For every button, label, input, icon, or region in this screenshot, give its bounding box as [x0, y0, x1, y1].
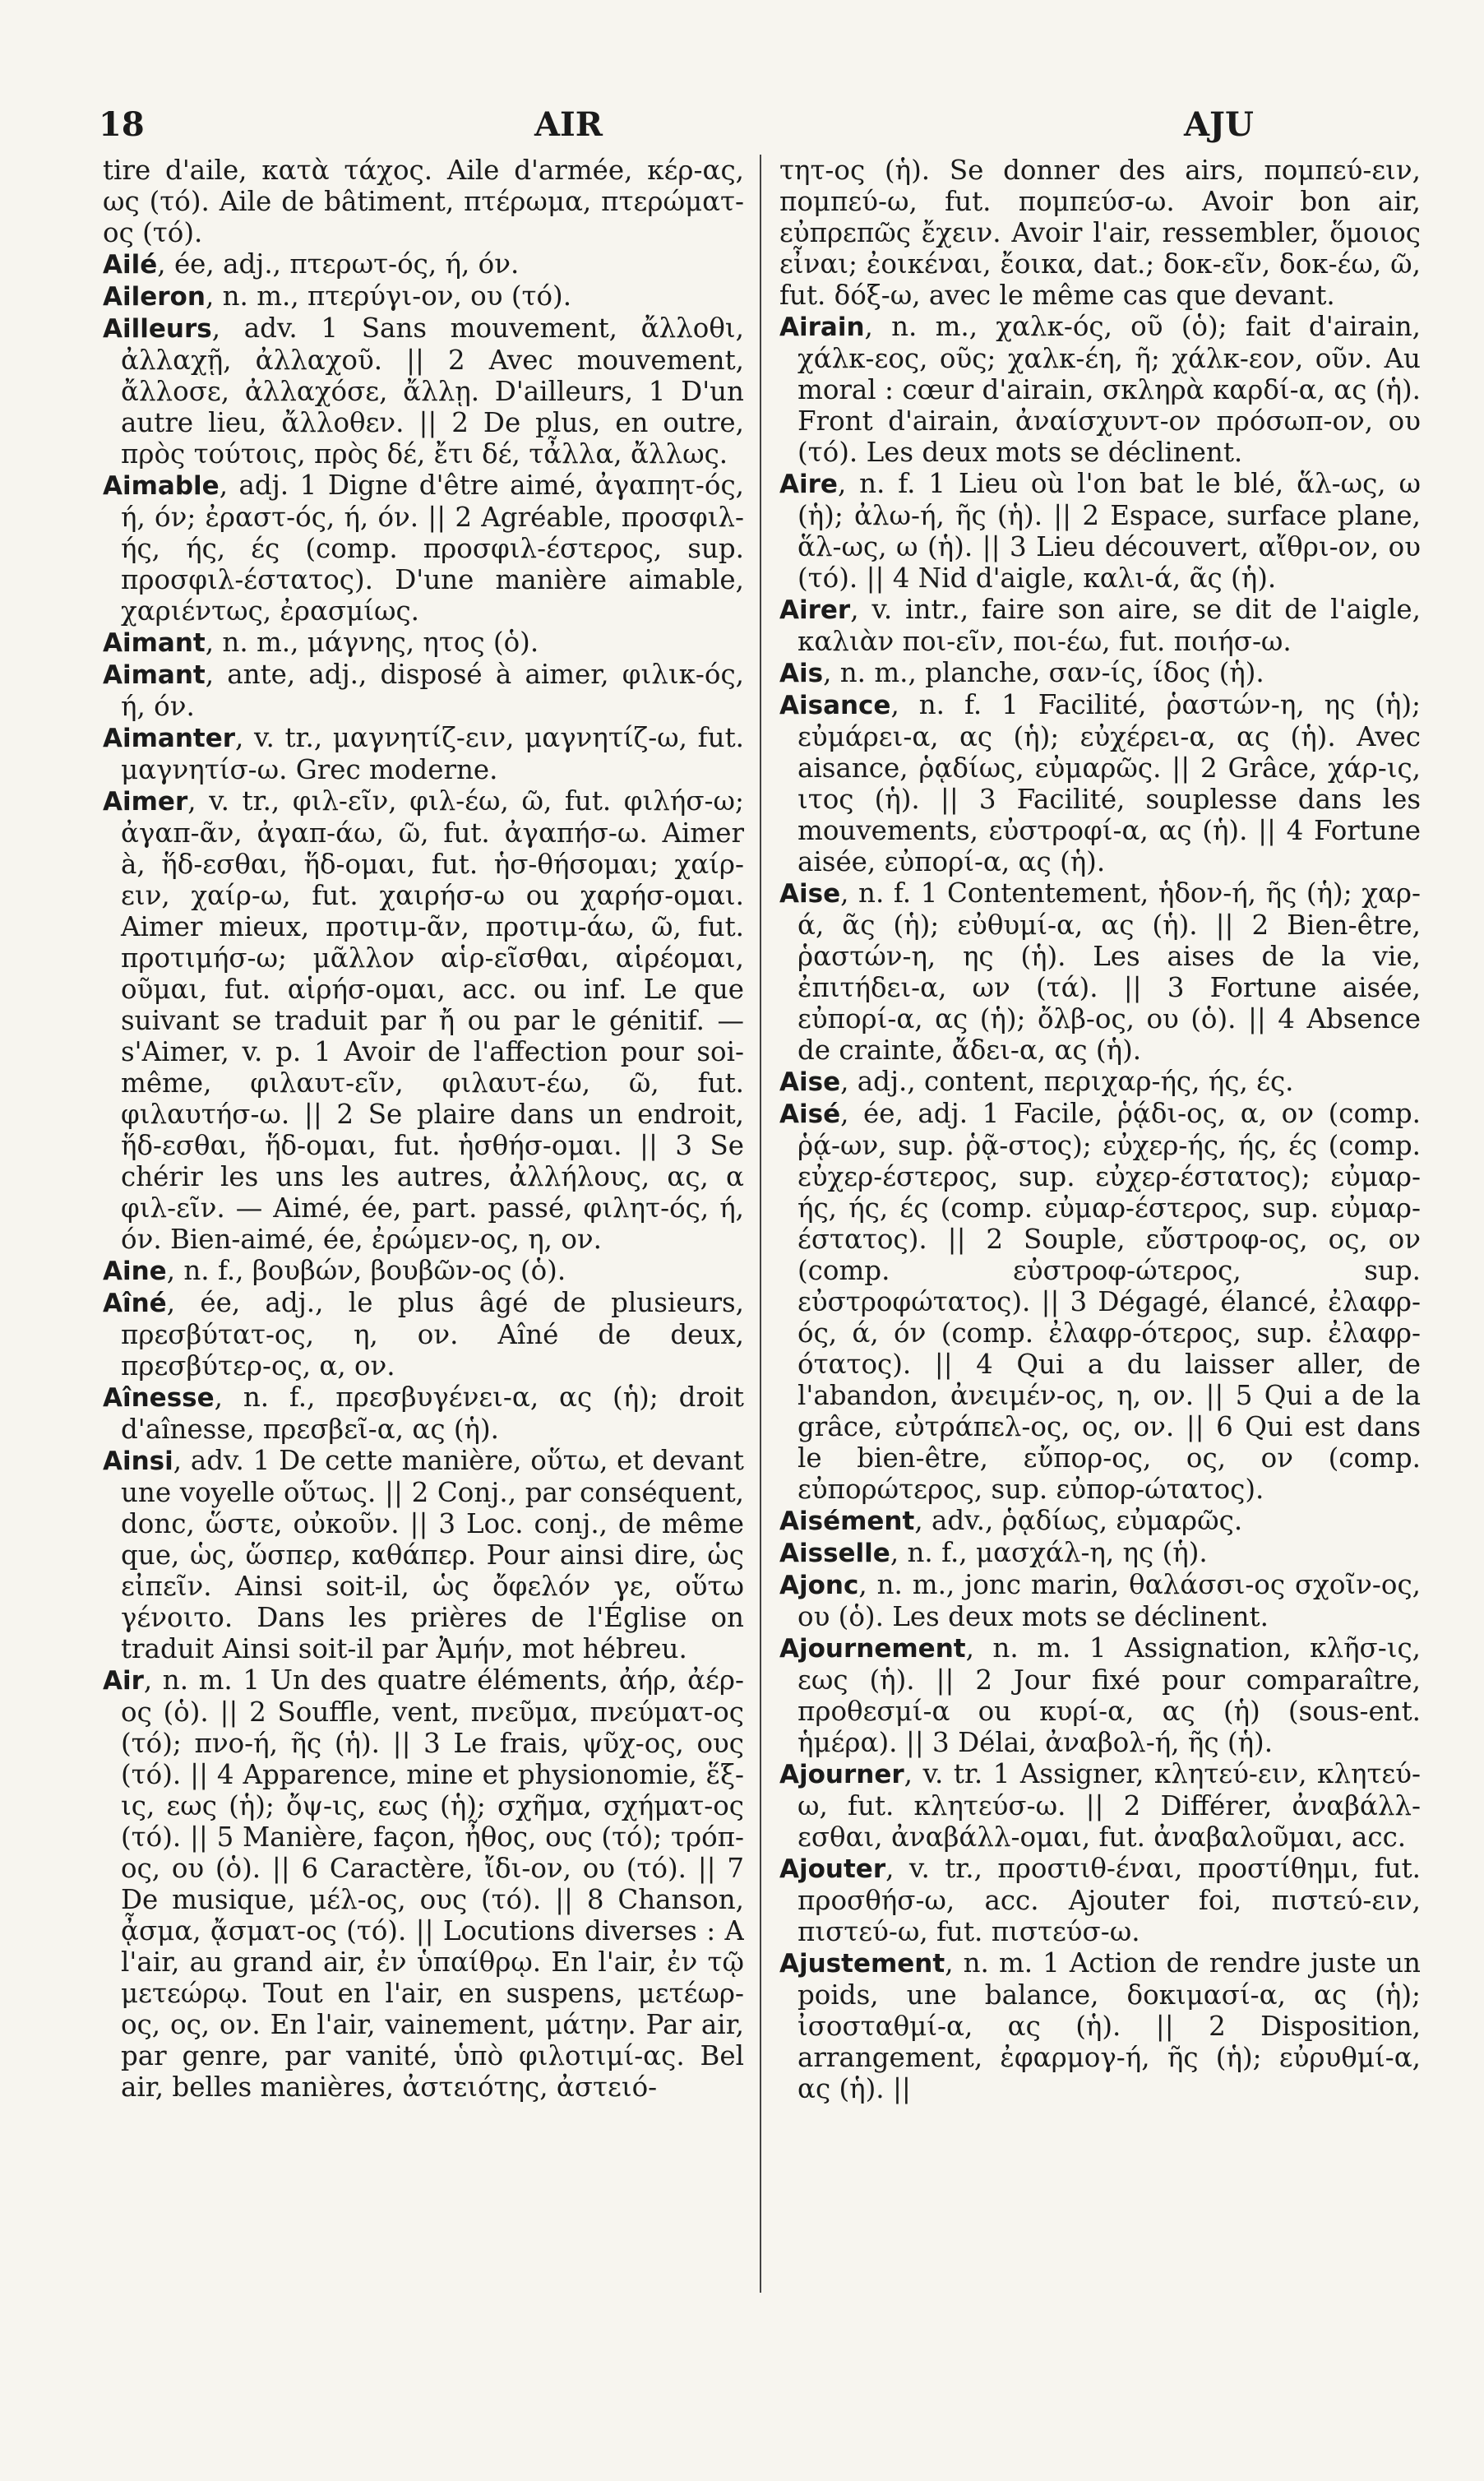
- dictionary-entry: [779, 657, 1421, 689]
- entry-headword: Aimant: [103, 628, 206, 658]
- entry-definition: , adj., content, περιχαρ-ής, ής, ές.: [840, 1066, 1294, 1097]
- entry-headword: Ajonc: [779, 1571, 859, 1600]
- dictionary-entry: [103, 627, 744, 659]
- entry-headword: Aimer: [103, 787, 188, 817]
- entry-headword: Ajouter: [779, 1854, 886, 1884]
- entry-headword: Air: [103, 1666, 144, 1696]
- entry-definition: , n. m., planche, σαν-ίς, ίδος (ἡ).: [823, 657, 1264, 688]
- dictionary-entry: [103, 1255, 744, 1287]
- entry-headword: Aine: [103, 1257, 167, 1286]
- entry-definition: , adj. 1 Digne d'être aimé, ἀγαπητ-ός, ή, όν; ἐραστ-ός, ή, όν. || 2 Agréable, προσφιλ-ής, ής, ές (comp. προσφιλ-έστερος, sup. προσφιλ-έστατος). D'une manière aimable, χαριέντως, ἐρασμίως.: [121, 470, 744, 627]
- entry-headword: Aisé: [779, 1099, 841, 1129]
- right-column: [779, 155, 1421, 2457]
- entry-definition: , n. f. 1 Facilité, ῥαστών-η, ης (ἡ); εὐμάρει-α, ας (ἡ); εὐχέρει-α, ας (ἡ). Avec aisance, ῥᾳδίως, εὐμαρῶς. || 2 Grâce, χάρ-ις, ιτος (ἡ). || 3 Facilité, souplesse dans les mouvements, εὐστροφί-α, ας (ἡ). || 4 Fortune aisée, εὐπορί-α, ας (ἡ).: [797, 689, 1421, 877]
- entry-headword: Airain: [779, 312, 865, 342]
- entry-definition: , v. intr., faire son aire, se dit de l'aigle, καλιὰν ποι-εῖν, ποι-έω, fut. ποιήσ-ω.: [797, 594, 1421, 657]
- entry-headword: Ailleurs: [103, 314, 212, 344]
- entry-headword: Aîné: [103, 1289, 167, 1318]
- dictionary-entry: [103, 659, 744, 722]
- entry-headword: Aimanter: [103, 724, 236, 753]
- entry-definition: , v. tr., προστιθ-έναι, προστίθημι, fut. προσθήσ-ω, acc. Ajouter foi, πιστεύ-ειν, πιστεύ-ω, fut. πιστεύσ-ω.: [797, 1853, 1421, 1947]
- entry-definition: , v. tr., φιλ-εῖν, φιλ-έω, ῶ, fut. φιλήσ-ω; ἀγαπ-ᾶν, ἀγαπ-άω, ῶ, fut. ἀγαπήσ-ω. Aimer à, ἥδ-εσθαι, ἥδ-ομαι, fut. ἡσ-θήσομαι; χαίρ-ειν, χαίρ-ω, fut. χαιρήσ-ω ou χαρήσ-ομαι. Aimer mieux, προτιμ-ᾶν, προτιμ-άω, ῶ, fut. προτιμήσ-ω; μᾶλλον αἱρ-εῖσθαι, αἱρέομαι, οῦμαι, fut. αἱρήσ-ομαι, acc. ou inf. Le que suivant se traduit par ἤ ou par le génitif. — s'Aimer, v. p. 1 Avoir de l'affection pour soi-même, φιλαυτ-εῖν, φιλαυτ-έω, ῶ, fut. φιλαυτήσ-ω. || 2 Se plaire dans un endroit, ἥδ-εσθαι, ἥδ-ομαι, fut. ἡσθήσ-ομαι. || 3 Se chérir les uns les autres, ἀλλήλους, ας, α φιλ-εῖν. — Aimé, ée, part. passé, φιλητ-ός, ή, όν. Bien-aimé, ée, ἐρώμεν-ος, η, ον.: [121, 785, 744, 1255]
- entry-headword: Aisselle: [779, 1539, 890, 1568]
- entry-definition: , adv. 1 De cette manière, οὕτω, et devant une voyelle οὕτως. || 2 Conj., par conséquent, donc, ὥστε, οὐκοῦν. || 3 Loc. conj., de même que, ὡς, ὥσπερ, καθάπερ. Pour ainsi dire, ὡς εἰπεῖν. Ainsi soit-il, ὡς ὄφελόν γε, οὕτω γένοιτο. Dans les prières de l'Église on traduit Ainsi soit-il par Ἀμήν, mot hébreu.: [121, 1445, 744, 1664]
- entry-definition: , n. f., βουβών, βουβῶν-ος (ὁ).: [166, 1255, 566, 1286]
- entry-definition: , n. m., πτερύγι-ον, ου (τό).: [205, 280, 572, 312]
- entry-headword: Aisément: [779, 1507, 915, 1536]
- left-running-head: AIR: [534, 105, 603, 144]
- entry-definition: τητ-ος (ἡ). Se donner des airs, πομπεύ-ειν, πομπεύ-ω, fut. πομπεύσ-ω. Avoir bon air, εὐπρεπῶς ἔχειν. Avoir l'air, ressembler, ὅμοιος εἶναι; ἐοικέναι, ἔοικα, dat.; δοκ-εῖν, δοκ-έω, ῶ, fut. δόξ-ω, avec le même cas que devant.: [779, 155, 1421, 311]
- dictionary-entry: [779, 1853, 1421, 1947]
- dictionary-entry: [779, 1537, 1421, 1569]
- dictionary-entry: [103, 470, 744, 627]
- entry-definition: , ée, adj., le plus âgé de plusieurs, πρεσβύτατ-ος, η, ον. Aîné de deux, πρεσβύτερ-ος, α, ον.: [121, 1287, 744, 1382]
- entry-definition: , n. f. 1 Contentement, ἡδον-ή, ῆς (ἡ); χαρ-ά, ᾶς (ἡ); εὐθυμί-α, ας (ἡ). || 2 Bien-être, ῥαστών-η, ης (ἡ). Les aises de la vie, ἐπιτήδει-α, ων (τά). || 3 Fortune aisée, εὐπορί-α, ας (ἡ); ὄλβ-ος, ου (ὁ). || 4 Absence de crainte, ἄδει-α, ας (ἡ).: [797, 877, 1421, 1066]
- dictionary-entry: [103, 248, 744, 280]
- dictionary-entry: [103, 1382, 744, 1445]
- entry-definition: tire d'aile, κατὰ τάχος. Aile d'armée, κέρ-ας, ως (τό). Aile de bâtiment, πτέρωμα, πτερώματ-ος (τό).: [103, 155, 744, 248]
- entry-headword: Ainsi: [103, 1446, 173, 1476]
- entry-definition: , ante, adj., disposé à aimer, φιλικ-ός, ή, όν.: [121, 659, 744, 722]
- entry-definition: , ée, adj. 1 Facile, ῥᾴδι-ος, α, ον (comp. ῥᾴ-ων, sup. ῥᾷ-στος); εὐχερ-ής, ής, ές (comp. εὐχερ-έστερος, sup. εὐχερ-έστατος); εὐμαρ-ής, ής, ές (comp. εὐμαρ-έστερος, sup. εὐμαρ-έστατος). || 2 Souple, εὔστροφ-ος, ος, ον (comp. εὐστροφ-ώτερος, sup. εὐστροφώτατος). || 3 Dégagé, élancé, ἐλαφρ-ός, ά, όν (comp. ἐλαφρ-ότερος, sup. ἐλαφρ-ότατος). || 4 Qui a du laisser aller, de l'abandon, ἀνειμέν-ος, η, ον. || 5 Qui a de la grâce, εὐτράπελ-ος, ος, ον. || 6 Qui est dans le bien-être, εὔπορ-ος, ος, ον (comp. εὐπορώτερος, sup. εὐπορ-ώτατος).: [797, 1098, 1421, 1505]
- entry-definition: , adv., ῥᾳδίως, εὐμαρῶς.: [914, 1505, 1243, 1536]
- entry-headword: Ais: [779, 659, 824, 688]
- dictionary-entry: [103, 722, 744, 785]
- entry-definition: , n. m. 1 Un des quatre éléments, ἀήρ, ἀέρ-ος (ὁ). || 2 Souffle, vent, πνεῦμα, πνεύματ-ος (τό); πνο-ή, ῆς (ἡ). || 3 Le frais, ψῦχ-ος, ους (τό). || 4 Apparence, mine et physionomie, ἕξ-ις, εως (ἡ); ὄψ-ις, εως (ἡ); σχῆμα, σχήματ-ος (τό). || 5 Manière, façon, ἦθος, ους (τό); τρόπ-ος, ου (ὁ). || 6 Caractère, ἴδι-ον, ου (τό). || 7 De musique, μέλ-ος, ους (τό). || 8 Chanson, ᾆσμα, ᾄσματ-ος (τό). || Locutions diverses : A l'air, au grand air, ἐν ὑπαίθρῳ. En l'air, ἐν τῷ μετεώρῳ. Tout en l'air, en suspens, μετέωρ-ος, ος, ον. En l'air, vainement, μάτην. Par air, par genre, par vanité, ὑπὸ φιλοτιμί-ας. Bel air, belles manières, ἀστειότης, ἀστειό-: [121, 1664, 744, 2103]
- dictionary-entry: [103, 1445, 744, 1664]
- dictionary-entry: [779, 877, 1421, 1066]
- dictionary-entry: [103, 785, 744, 1255]
- entry-headword: Aimable: [103, 471, 220, 501]
- entry-headword: Aisance: [779, 691, 891, 720]
- dictionary-entry: [779, 1098, 1421, 1505]
- dictionary-entry: [779, 155, 1421, 311]
- entry-headword: Ajournement: [779, 1634, 966, 1664]
- dictionary-entry: [103, 312, 744, 470]
- entry-definition: , n. m., χαλκ-ός, οῦ (ὁ); fait d'airain, χάλκ-εος, οῦς; χαλκ-έη, ῆ; χάλκ-εον, οῦν. Au moral : cœur d'airain, σκληρὰ καρδί-α, ας (ἡ). Front d'airain, ἀναίσχυντ-ον πρόσωπ-ον, ου (τό). Les deux mots se déclinent.: [797, 311, 1421, 468]
- entry-headword: Ajustement: [779, 1949, 945, 1979]
- entry-definition: , n. m., jonc marin, θαλάσσι-ος σχοῖν-ος, ου (ὁ). Les deux mots se déclinent.: [797, 1569, 1421, 1632]
- column-divider: [760, 155, 761, 2293]
- dictionary-entry: [779, 1632, 1421, 1758]
- dictionary-entry: [103, 155, 744, 248]
- dictionary-entry: [779, 689, 1421, 877]
- dictionary-entry: [779, 1066, 1421, 1098]
- entry-headword: Ailé: [103, 250, 158, 280]
- entry-definition: , ée, adj., πτερωτ-ός, ή, όν.: [157, 248, 520, 280]
- dictionary-entry: [103, 1664, 744, 2103]
- entry-headword: Aileron: [103, 282, 206, 312]
- page-number: 18: [99, 105, 145, 144]
- dictionary-entry: [779, 1505, 1421, 1537]
- entry-definition: , n. m. 1 Assignation, κλῆσ-ις, εως (ἡ). || 2 Jour fixé pour comparaître, προθεσμί-α ou κυρί-α, ας (ἡ) (sous-ent. ἡμέρα). || 3 Délai, ἀναβολ-ή, ῆς (ἡ).: [797, 1632, 1421, 1758]
- entry-headword: Aise: [779, 879, 841, 909]
- entry-headword: Airer: [779, 595, 851, 625]
- entry-definition: , adv. 1 Sans mouvement, ἄλλοθι, ἀλλαχῇ, ἀλλαχοῦ. || 2 Avec mouvement, ἄλλοσε, ἀλλαχόσε, ἄλλῃ. D'ailleurs, 1 D'un autre lieu, ἄλλοθεν. || 2 De plus, en outre, πρὸς τούτοις, πρὸς δέ, ἔτι δέ, τἆλλα, ἄλλως.: [121, 312, 744, 470]
- entry-headword: Aimant: [103, 660, 206, 690]
- entry-headword: Aire: [779, 470, 838, 499]
- dictionary-entry: [779, 468, 1421, 594]
- dictionary-entry: [779, 311, 1421, 468]
- dictionary-entry: [779, 1947, 1421, 2104]
- dictionary-entry: [779, 1569, 1421, 1632]
- dictionary-entry: [103, 1287, 744, 1382]
- left-column: [103, 155, 744, 2457]
- entry-definition: , n. f., πρεσβυγένει-α, ας (ἡ); droit d'aînesse, πρεσβεῖ-α, ας (ἡ).: [121, 1382, 744, 1445]
- entry-headword: Aise: [779, 1067, 841, 1097]
- entry-headword: Ajourner: [779, 1760, 904, 1789]
- dictionary-entry: [103, 280, 744, 312]
- entry-definition: , n. f., μασχάλ-η, ης (ἡ).: [890, 1537, 1208, 1568]
- right-running-head: AJU: [1184, 105, 1254, 144]
- entry-headword: Aînesse: [103, 1383, 215, 1413]
- entry-definition: , n. f. 1 Lieu où l'on bat le blé, ἅλ-ως, ω (ἡ); ἀλω-ή, ῆς (ἡ). || 2 Espace, surface plane, ἅλ-ως, ω (ἡ). || 3 Lieu découvert, αἴθρι-ον, ου (τό). || 4 Nid d'aigle, καλι-ά, ᾶς (ἡ).: [797, 468, 1421, 594]
- dictionary-entry: [779, 1758, 1421, 1853]
- entry-definition: , v. tr. 1 Assigner, κλητεύ-ειν, κλητεύ-ω, fut. κλητεύσ-ω. || 2 Différer, ἀναβάλλ-εσθαι, ἀναβάλλ-ομαι, fut. ἀναβαλοῦμαι, acc.: [797, 1758, 1421, 1853]
- dictionary-entry: [779, 594, 1421, 657]
- entry-definition: , n. m., μάγνης, ητος (ὁ).: [205, 627, 539, 658]
- entry-definition: , n. m. 1 Action de rendre juste un poids, une balance, δοκιμασί-α, ας (ἡ); ἰσοσταθμί-α, ας (ἡ). || 2 Disposition, arrangement, ἐφαρμογ-ή, ῆς (ἡ); εὐρυθμί-α, ας (ἡ). ||: [797, 1947, 1421, 2104]
- page-header: [99, 105, 1398, 155]
- entry-definition: , v. tr., μαγνητίζ-ειν, μαγνητίζ-ω, fut. μαγνητίσ-ω. Grec moderne.: [121, 722, 744, 785]
